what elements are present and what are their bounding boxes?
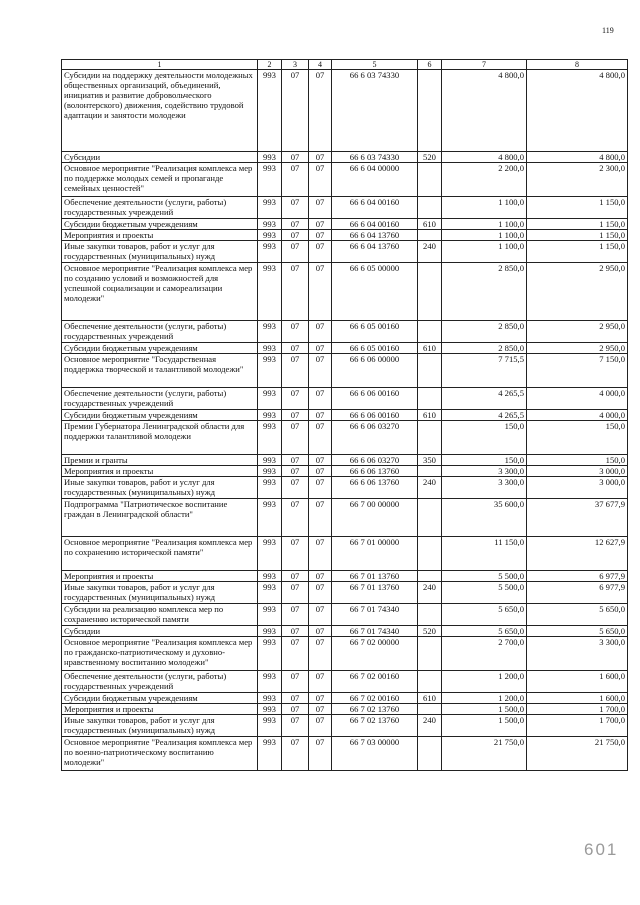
row-value-cell: 07 bbox=[282, 466, 309, 477]
table-row bbox=[62, 152, 628, 163]
row-value-cell: 2 950,0 bbox=[527, 321, 628, 343]
row-value-cell: 07 bbox=[309, 693, 332, 704]
row-value-cell: 1 200,0 bbox=[442, 693, 527, 704]
row-value-cell: 993 bbox=[258, 421, 282, 455]
header-cell: 4 bbox=[309, 60, 332, 70]
row-value-cell: 610 bbox=[418, 693, 442, 704]
row-value-cell: 66 6 03 74330 bbox=[332, 70, 418, 152]
row-value-cell: 07 bbox=[282, 537, 309, 571]
row-value-cell: 07 bbox=[282, 197, 309, 219]
row-name-cell: Иные закупки товаров, работ и услуг для государственных (муниципальных) нужд bbox=[62, 477, 258, 499]
row-value-cell: 2 950,0 bbox=[527, 343, 628, 354]
table-row bbox=[62, 704, 628, 715]
table-row bbox=[62, 537, 628, 571]
row-value-cell: 993 bbox=[258, 537, 282, 571]
row-value-cell: 07 bbox=[309, 537, 332, 571]
row-value-cell: 07 bbox=[309, 219, 332, 230]
row-value-cell: 07 bbox=[282, 388, 309, 410]
row-value-cell bbox=[418, 637, 442, 671]
row-value-cell: 07 bbox=[282, 693, 309, 704]
row-value-cell: 1 700,0 bbox=[527, 704, 628, 715]
row-value-cell: 4 800,0 bbox=[527, 152, 628, 163]
row-name-cell: Субсидии бюджетным учреждениям bbox=[62, 410, 258, 421]
row-value-cell: 4 000,0 bbox=[527, 388, 628, 410]
row-name-cell: Мероприятия и проекты bbox=[62, 704, 258, 715]
row-name-cell: Субсидии bbox=[62, 152, 258, 163]
row-value-cell: 07 bbox=[309, 343, 332, 354]
row-name-cell: Основное мероприятие "Реализация комплекса мер по сохранению исторической памяти" bbox=[62, 537, 258, 571]
row-value-cell bbox=[418, 537, 442, 571]
row-value-cell: 993 bbox=[258, 321, 282, 343]
row-value-cell: 35 600,0 bbox=[442, 499, 527, 537]
row-value-cell: 150,0 bbox=[527, 455, 628, 466]
row-value-cell: 150,0 bbox=[527, 421, 628, 455]
row-value-cell: 66 6 04 13760 bbox=[332, 230, 418, 241]
row-value-cell: 150,0 bbox=[442, 421, 527, 455]
table-row bbox=[62, 354, 628, 388]
row-value-cell: 240 bbox=[418, 715, 442, 737]
row-value-cell: 3 300,0 bbox=[527, 637, 628, 671]
row-value-cell: 5 650,0 bbox=[527, 604, 628, 626]
row-value-cell: 4 000,0 bbox=[527, 410, 628, 421]
row-value-cell: 7 150,0 bbox=[527, 354, 628, 388]
row-value-cell: 66 7 03 00000 bbox=[332, 737, 418, 771]
row-value-cell: 12 627,9 bbox=[527, 537, 628, 571]
row-value-cell: 07 bbox=[309, 410, 332, 421]
table-row bbox=[62, 219, 628, 230]
row-value-cell: 66 6 05 00160 bbox=[332, 321, 418, 343]
row-value-cell: 07 bbox=[309, 163, 332, 197]
row-value-cell: 07 bbox=[309, 466, 332, 477]
header-cell: 6 bbox=[418, 60, 442, 70]
table-row bbox=[62, 263, 628, 321]
table-row bbox=[62, 70, 628, 152]
table-row bbox=[62, 343, 628, 354]
row-value-cell: 07 bbox=[309, 704, 332, 715]
table-row bbox=[62, 693, 628, 704]
header-cell: 2 bbox=[258, 60, 282, 70]
row-value-cell: 4 265,5 bbox=[442, 388, 527, 410]
row-value-cell: 5 650,0 bbox=[442, 604, 527, 626]
row-name-cell: Мероприятия и проекты bbox=[62, 230, 258, 241]
row-value-cell: 993 bbox=[258, 477, 282, 499]
row-value-cell bbox=[418, 388, 442, 410]
table-row bbox=[62, 715, 628, 737]
row-value-cell: 37 677,9 bbox=[527, 499, 628, 537]
table-row bbox=[62, 163, 628, 197]
row-value-cell: 07 bbox=[282, 715, 309, 737]
row-value-cell: 610 bbox=[418, 410, 442, 421]
row-value-cell: 66 6 05 00000 bbox=[332, 263, 418, 321]
row-value-cell: 3 000,0 bbox=[527, 466, 628, 477]
row-value-cell: 07 bbox=[282, 571, 309, 582]
row-value-cell: 2 850,0 bbox=[442, 321, 527, 343]
row-name-cell: Субсидии на поддержку деятельности молодежных общественных организаций, объединений, инициатив и развитие добровольческого (волонтерского) движения, содействию трудовой адаптации и занятости молодежи bbox=[62, 70, 258, 152]
table-row bbox=[62, 455, 628, 466]
row-value-cell: 07 bbox=[309, 737, 332, 771]
row-value-cell: 5 500,0 bbox=[442, 571, 527, 582]
row-value-cell: 2 850,0 bbox=[442, 343, 527, 354]
table-row bbox=[62, 421, 628, 455]
table-row bbox=[62, 626, 628, 637]
row-value-cell: 993 bbox=[258, 637, 282, 671]
row-value-cell: 993 bbox=[258, 737, 282, 771]
row-value-cell: 993 bbox=[258, 70, 282, 152]
row-value-cell: 66 7 01 13760 bbox=[332, 582, 418, 604]
row-value-cell: 993 bbox=[258, 163, 282, 197]
row-value-cell: 993 bbox=[258, 466, 282, 477]
row-value-cell: 993 bbox=[258, 715, 282, 737]
row-value-cell: 66 6 06 13760 bbox=[332, 466, 418, 477]
row-value-cell: 07 bbox=[282, 163, 309, 197]
row-value-cell bbox=[418, 197, 442, 219]
row-value-cell: 993 bbox=[258, 230, 282, 241]
row-value-cell: 07 bbox=[309, 197, 332, 219]
header-cell: 7 bbox=[442, 60, 527, 70]
table-header-row bbox=[62, 60, 628, 70]
row-value-cell: 1 700,0 bbox=[527, 715, 628, 737]
row-value-cell: 07 bbox=[309, 230, 332, 241]
row-value-cell: 66 7 01 74340 bbox=[332, 604, 418, 626]
row-value-cell: 993 bbox=[258, 152, 282, 163]
row-value-cell: 993 bbox=[258, 388, 282, 410]
row-name-cell: Субсидии на реализацию комплекса мер по сохранению исторической памяти bbox=[62, 604, 258, 626]
row-value-cell: 66 6 05 00160 bbox=[332, 343, 418, 354]
row-value-cell: 240 bbox=[418, 477, 442, 499]
table-row bbox=[62, 637, 628, 671]
row-value-cell: 66 6 06 13760 bbox=[332, 477, 418, 499]
row-value-cell: 993 bbox=[258, 704, 282, 715]
row-value-cell: 1 150,0 bbox=[527, 197, 628, 219]
table-row bbox=[62, 477, 628, 499]
row-value-cell: 66 6 06 03270 bbox=[332, 455, 418, 466]
row-value-cell: 520 bbox=[418, 626, 442, 637]
row-value-cell: 993 bbox=[258, 241, 282, 263]
row-value-cell: 66 7 02 00160 bbox=[332, 671, 418, 693]
row-value-cell: 993 bbox=[258, 263, 282, 321]
row-value-cell: 66 7 02 13760 bbox=[332, 715, 418, 737]
row-value-cell bbox=[418, 263, 442, 321]
row-value-cell: 4 800,0 bbox=[527, 70, 628, 152]
row-value-cell: 07 bbox=[282, 499, 309, 537]
row-value-cell: 350 bbox=[418, 455, 442, 466]
row-name-cell: Субсидии бюджетным учреждениям bbox=[62, 693, 258, 704]
row-value-cell bbox=[418, 421, 442, 455]
row-value-cell: 993 bbox=[258, 582, 282, 604]
row-value-cell: 07 bbox=[282, 704, 309, 715]
row-value-cell: 66 6 04 00160 bbox=[332, 219, 418, 230]
row-value-cell: 07 bbox=[309, 582, 332, 604]
row-value-cell: 66 6 06 00000 bbox=[332, 354, 418, 388]
row-value-cell: 993 bbox=[258, 343, 282, 354]
row-value-cell: 3 300,0 bbox=[442, 477, 527, 499]
row-value-cell: 07 bbox=[282, 477, 309, 499]
row-value-cell: 993 bbox=[258, 197, 282, 219]
row-value-cell: 2 200,0 bbox=[442, 163, 527, 197]
row-value-cell: 6 977,9 bbox=[527, 582, 628, 604]
row-value-cell: 1 600,0 bbox=[527, 671, 628, 693]
row-value-cell: 07 bbox=[282, 152, 309, 163]
row-value-cell: 66 6 04 00000 bbox=[332, 163, 418, 197]
header-cell: 3 bbox=[282, 60, 309, 70]
row-value-cell: 66 6 04 00160 bbox=[332, 197, 418, 219]
row-name-cell: Обеспечение деятельности (услуги, работы) государственных учреждений bbox=[62, 321, 258, 343]
row-value-cell: 07 bbox=[309, 241, 332, 263]
table-row bbox=[62, 604, 628, 626]
row-value-cell: 2 700,0 bbox=[442, 637, 527, 671]
row-value-cell bbox=[418, 604, 442, 626]
row-value-cell: 520 bbox=[418, 152, 442, 163]
row-value-cell: 07 bbox=[282, 219, 309, 230]
row-value-cell: 66 6 06 00160 bbox=[332, 410, 418, 421]
row-value-cell: 1 100,0 bbox=[442, 219, 527, 230]
row-value-cell bbox=[418, 671, 442, 693]
row-value-cell: 66 6 06 00160 bbox=[332, 388, 418, 410]
table-row bbox=[62, 230, 628, 241]
row-value-cell: 66 7 02 13760 bbox=[332, 704, 418, 715]
row-value-cell bbox=[418, 704, 442, 715]
table-row bbox=[62, 410, 628, 421]
row-name-cell: Обеспечение деятельности (услуги, работы) государственных учреждений bbox=[62, 197, 258, 219]
row-value-cell: 07 bbox=[282, 637, 309, 671]
row-name-cell: Основное мероприятие "Реализация комплекса мер по военно-патриотическому воспитанию молодежи" bbox=[62, 737, 258, 771]
row-value-cell: 07 bbox=[309, 455, 332, 466]
row-value-cell: 07 bbox=[309, 604, 332, 626]
row-value-cell: 66 7 01 00000 bbox=[332, 537, 418, 571]
table-row bbox=[62, 571, 628, 582]
row-name-cell: Основное мероприятие "Реализация комплекса мер по поддержке молодых семей и пропаганде семейных ценностей" bbox=[62, 163, 258, 197]
row-value-cell bbox=[418, 571, 442, 582]
row-value-cell: 993 bbox=[258, 671, 282, 693]
row-value-cell: 993 bbox=[258, 455, 282, 466]
row-value-cell: 4 800,0 bbox=[442, 152, 527, 163]
row-value-cell bbox=[418, 466, 442, 477]
row-value-cell: 1 500,0 bbox=[442, 704, 527, 715]
table-row bbox=[62, 466, 628, 477]
row-value-cell: 66 6 04 13760 bbox=[332, 241, 418, 263]
table-row bbox=[62, 499, 628, 537]
row-value-cell: 993 bbox=[258, 604, 282, 626]
row-value-cell: 150,0 bbox=[442, 455, 527, 466]
row-value-cell: 21 750,0 bbox=[442, 737, 527, 771]
row-value-cell: 610 bbox=[418, 219, 442, 230]
row-value-cell: 07 bbox=[282, 70, 309, 152]
header-cell: 8 bbox=[527, 60, 628, 70]
row-value-cell bbox=[418, 499, 442, 537]
row-value-cell: 240 bbox=[418, 582, 442, 604]
row-value-cell: 07 bbox=[309, 571, 332, 582]
table-row bbox=[62, 197, 628, 219]
row-name-cell: Субсидии бюджетным учреждениям bbox=[62, 343, 258, 354]
row-value-cell: 07 bbox=[309, 499, 332, 537]
row-value-cell: 66 6 03 74330 bbox=[332, 152, 418, 163]
row-value-cell: 07 bbox=[309, 388, 332, 410]
row-name-cell: Обеспечение деятельности (услуги, работы) государственных учреждений bbox=[62, 388, 258, 410]
row-value-cell: 07 bbox=[309, 152, 332, 163]
row-value-cell: 610 bbox=[418, 343, 442, 354]
row-value-cell: 993 bbox=[258, 354, 282, 388]
table-row bbox=[62, 582, 628, 604]
row-value-cell: 07 bbox=[309, 637, 332, 671]
row-value-cell: 1 600,0 bbox=[527, 693, 628, 704]
row-value-cell bbox=[418, 321, 442, 343]
row-value-cell: 21 750,0 bbox=[527, 737, 628, 771]
row-value-cell bbox=[418, 163, 442, 197]
row-value-cell: 1 150,0 bbox=[527, 230, 628, 241]
row-value-cell: 66 7 01 74340 bbox=[332, 626, 418, 637]
row-value-cell: 5 650,0 bbox=[527, 626, 628, 637]
row-value-cell: 07 bbox=[282, 354, 309, 388]
row-value-cell bbox=[418, 737, 442, 771]
page-number: 119 bbox=[602, 26, 614, 35]
row-value-cell: 1 150,0 bbox=[527, 219, 628, 230]
row-value-cell: 993 bbox=[258, 499, 282, 537]
row-value-cell: 1 100,0 bbox=[442, 230, 527, 241]
row-value-cell: 240 bbox=[418, 241, 442, 263]
row-name-cell: Основное мероприятие "Реализация комплекса мер по гражданско-патриотическому и духовно-нравственному воспитанию молодежи" bbox=[62, 637, 258, 671]
row-value-cell: 07 bbox=[282, 671, 309, 693]
row-value-cell: 07 bbox=[309, 321, 332, 343]
row-value-cell: 2 950,0 bbox=[527, 263, 628, 321]
row-value-cell: 07 bbox=[282, 263, 309, 321]
row-value-cell: 07 bbox=[282, 455, 309, 466]
row-value-cell: 3 000,0 bbox=[527, 477, 628, 499]
row-name-cell: Основное мероприятие "Государственная поддержка творческой и талантливой молодежи" bbox=[62, 354, 258, 388]
row-value-cell bbox=[418, 230, 442, 241]
row-value-cell: 07 bbox=[309, 626, 332, 637]
row-name-cell: Субсидии бюджетным учреждениям bbox=[62, 219, 258, 230]
row-value-cell: 1 100,0 bbox=[442, 241, 527, 263]
row-value-cell: 1 500,0 bbox=[442, 715, 527, 737]
row-value-cell: 5 500,0 bbox=[442, 582, 527, 604]
row-value-cell: 993 bbox=[258, 571, 282, 582]
row-value-cell: 3 300,0 bbox=[442, 466, 527, 477]
row-value-cell: 07 bbox=[282, 410, 309, 421]
row-name-cell: Иные закупки товаров, работ и услуг для государственных (муниципальных) нужд bbox=[62, 582, 258, 604]
row-value-cell: 07 bbox=[282, 626, 309, 637]
row-value-cell: 07 bbox=[282, 582, 309, 604]
row-value-cell: 07 bbox=[309, 70, 332, 152]
row-value-cell: 66 6 06 03270 bbox=[332, 421, 418, 455]
row-value-cell: 07 bbox=[282, 604, 309, 626]
table-row bbox=[62, 388, 628, 410]
row-value-cell: 6 977,9 bbox=[527, 571, 628, 582]
row-value-cell: 07 bbox=[282, 241, 309, 263]
row-value-cell: 993 bbox=[258, 219, 282, 230]
row-name-cell: Мероприятия и проекты bbox=[62, 466, 258, 477]
row-value-cell: 1 100,0 bbox=[442, 197, 527, 219]
row-value-cell: 1 150,0 bbox=[527, 241, 628, 263]
row-name-cell: Обеспечение деятельности (услуги, работы) государственных учреждений bbox=[62, 671, 258, 693]
row-value-cell: 07 bbox=[309, 715, 332, 737]
row-value-cell: 07 bbox=[309, 671, 332, 693]
row-value-cell: 66 7 02 00000 bbox=[332, 637, 418, 671]
row-value-cell: 4 800,0 bbox=[442, 70, 527, 152]
row-value-cell: 66 7 02 00160 bbox=[332, 693, 418, 704]
row-value-cell: 2 850,0 bbox=[442, 263, 527, 321]
budget-table bbox=[61, 59, 628, 771]
row-value-cell: 7 715,5 bbox=[442, 354, 527, 388]
row-value-cell: 1 200,0 bbox=[442, 671, 527, 693]
row-name-cell: Подпрограмма "Патриотическое воспитание граждан в Ленинградской области" bbox=[62, 499, 258, 537]
row-name-cell: Премии Губернатора Ленинградской области для поддержки талантливой молодежи bbox=[62, 421, 258, 455]
row-name-cell: Иные закупки товаров, работ и услуг для государственных (муниципальных) нужд bbox=[62, 241, 258, 263]
table-row bbox=[62, 321, 628, 343]
row-value-cell: 07 bbox=[282, 421, 309, 455]
table-row bbox=[62, 671, 628, 693]
row-name-cell: Иные закупки товаров, работ и услуг для государственных (муниципальных) нужд bbox=[62, 715, 258, 737]
row-name-cell: Основное мероприятие "Реализация комплекса мер по созданию условий и возможностей для успешной социализации и самореализации молодежи" bbox=[62, 263, 258, 321]
table-row bbox=[62, 737, 628, 771]
row-value-cell: 11 150,0 bbox=[442, 537, 527, 571]
row-name-cell: Премии и гранты bbox=[62, 455, 258, 466]
row-value-cell: 07 bbox=[282, 230, 309, 241]
row-name-cell: Субсидии bbox=[62, 626, 258, 637]
row-value-cell: 4 265,5 bbox=[442, 410, 527, 421]
row-value-cell: 2 300,0 bbox=[527, 163, 628, 197]
row-value-cell: 66 7 00 00000 bbox=[332, 499, 418, 537]
header-cell: 1 bbox=[62, 60, 258, 70]
row-value-cell: 07 bbox=[309, 421, 332, 455]
table-row bbox=[62, 241, 628, 263]
row-value-cell: 07 bbox=[309, 263, 332, 321]
row-value-cell: 66 7 01 13760 bbox=[332, 571, 418, 582]
row-value-cell: 07 bbox=[309, 477, 332, 499]
row-name-cell: Мероприятия и проекты bbox=[62, 571, 258, 582]
row-value-cell: 993 bbox=[258, 410, 282, 421]
row-value-cell bbox=[418, 70, 442, 152]
row-value-cell: 993 bbox=[258, 693, 282, 704]
header-cell: 5 bbox=[332, 60, 418, 70]
row-value-cell bbox=[418, 354, 442, 388]
row-value-cell: 07 bbox=[309, 354, 332, 388]
row-value-cell: 07 bbox=[282, 343, 309, 354]
row-value-cell: 07 bbox=[282, 737, 309, 771]
row-value-cell: 5 650,0 bbox=[442, 626, 527, 637]
page-stamp: 601 bbox=[584, 840, 619, 859]
row-value-cell: 07 bbox=[282, 321, 309, 343]
row-value-cell: 993 bbox=[258, 626, 282, 637]
